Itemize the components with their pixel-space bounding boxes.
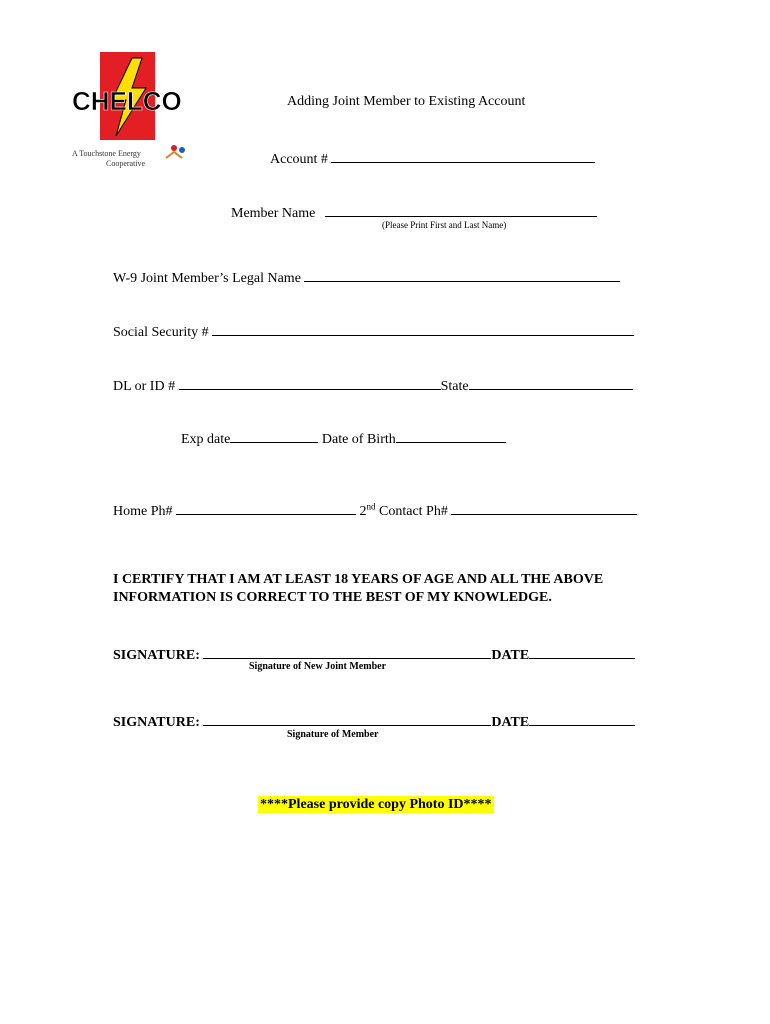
date-label: DATE <box>491 648 530 663</box>
signature-label: SIGNATURE: <box>113 648 200 663</box>
ssn-label: Social Security # <box>113 325 209 340</box>
svg-text:A Touchstone Energy: A Touchstone Energy <box>72 149 141 158</box>
dl-line[interactable] <box>179 375 441 390</box>
account-label: Account # <box>270 152 328 167</box>
certify-line-2: INFORMATION IS CORRECT TO THE BEST OF MY KNOWLEDGE. <box>113 590 552 605</box>
contact-phone-label: 2nd Contact Ph# <box>359 501 448 519</box>
state-label: State <box>440 379 469 394</box>
signature-label: SIGNATURE: <box>113 715 200 730</box>
signature-caption-1: Signature of New Joint Member <box>249 661 387 672</box>
date-line[interactable] <box>529 644 635 659</box>
svg-text:Cooperative: Cooperative <box>106 159 146 168</box>
form-title: Adding Joint Member to Existing Account <box>287 94 526 109</box>
contact-phone-line[interactable] <box>451 500 637 515</box>
state-line[interactable] <box>469 375 633 390</box>
certify-line-1: I CERTIFY THAT I AM AT LEAST 18 YEARS OF AGE AND ALL THE ABOVE <box>113 572 604 587</box>
ssn-line[interactable] <box>212 321 634 336</box>
signature-line[interactable] <box>203 644 491 659</box>
date-line[interactable] <box>529 711 635 726</box>
chelco-logo <box>72 52 190 172</box>
home-phone-label: Home Ph# <box>113 504 173 519</box>
svg-text:CHELCO: CHELCO <box>72 86 182 116</box>
member-name-note: (Please Print First and Last Name) <box>382 220 507 230</box>
member-name-label: Member Name <box>231 206 316 221</box>
dob-line[interactable] <box>396 428 506 443</box>
dob-label: Date of Birth <box>321 432 396 447</box>
signature-line[interactable] <box>203 711 491 726</box>
member-name-field[interactable] <box>231 202 597 222</box>
w9-name-field[interactable] <box>113 267 620 287</box>
exp-date-line[interactable] <box>230 428 318 443</box>
member-name-line[interactable] <box>325 202 597 217</box>
w9-name-label: W-9 Joint Member’s Legal Name <box>113 271 301 286</box>
dl-state-row <box>113 375 633 395</box>
w9-name-line[interactable] <box>304 267 620 282</box>
dl-label: DL or ID # <box>113 379 176 394</box>
phone-row <box>113 500 637 520</box>
exp-date-label: Exp date <box>181 432 231 447</box>
date-label: DATE <box>491 715 530 730</box>
photo-id-note <box>258 797 494 813</box>
exp-dob-row <box>181 428 506 448</box>
account-field[interactable] <box>270 148 595 168</box>
ssn-field[interactable] <box>113 321 634 341</box>
photo-id-note-text: ****Please provide copy Photo ID**** <box>260 797 492 812</box>
signature-caption-2: Signature of Member <box>287 729 379 740</box>
signature-row-2 <box>113 711 635 731</box>
account-line[interactable] <box>331 148 595 163</box>
home-phone-line[interactable] <box>176 500 356 515</box>
